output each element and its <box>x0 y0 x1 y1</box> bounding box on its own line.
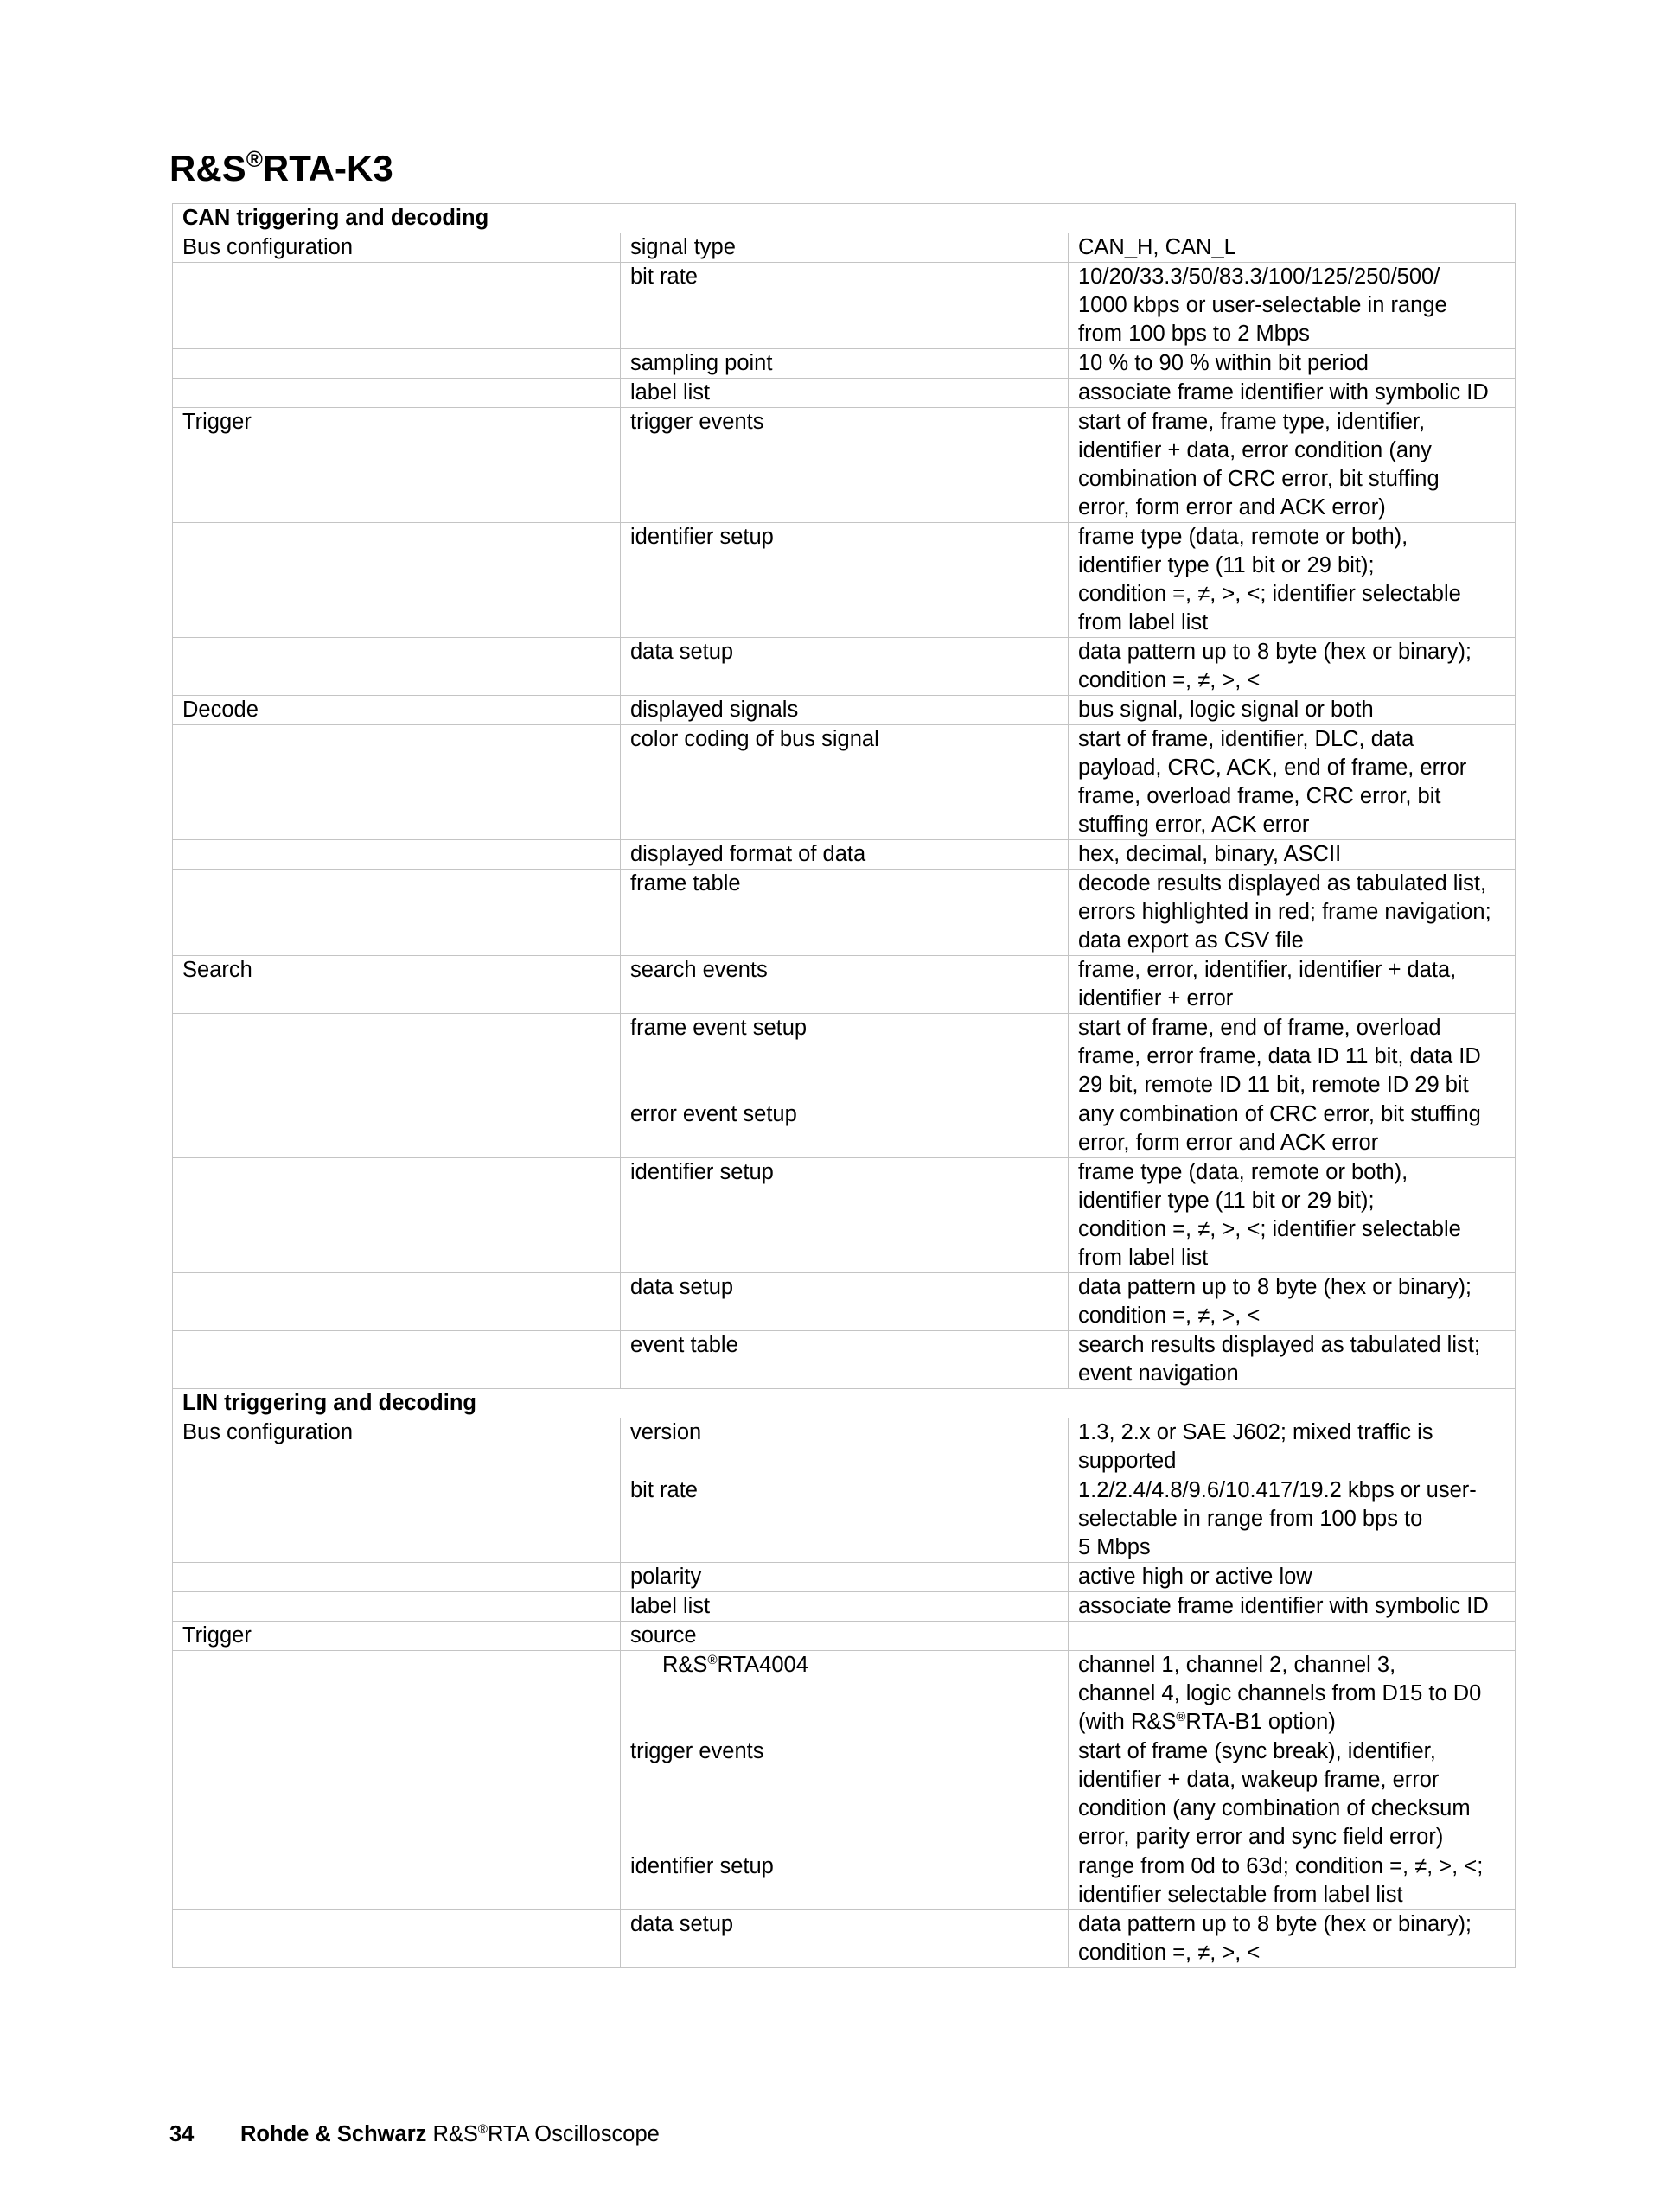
group-label: Bus configuration <box>173 233 621 263</box>
group-label <box>173 725 621 840</box>
group-label: Bus configuration <box>173 1418 621 1476</box>
spec-row <box>173 696 1516 725</box>
section-heading: LIN triggering and decoding <box>173 1389 1516 1418</box>
spec-row <box>173 725 1516 840</box>
param-name: label list <box>621 379 1069 408</box>
spec-row <box>173 1737 1516 1852</box>
param-value: CAN_H, CAN_L <box>1069 233 1516 263</box>
spec-row <box>173 1592 1516 1622</box>
group-label <box>173 638 621 696</box>
param-value: hex, decimal, binary, ASCII <box>1069 840 1516 870</box>
param-name: frame table <box>621 870 1069 956</box>
spec-row <box>173 840 1516 870</box>
param-name: bit rate <box>621 263 1069 349</box>
param-value: start of frame (sync break), identifier, identifier + data, wakeup frame, error condition (any combination of checksum error, parity error and sync field error) <box>1069 1737 1516 1852</box>
param-value: start of frame, frame type, identifier, identifier + data, error condition (any combination of CRC error, bit stuffing error, form error and ACK error) <box>1069 408 1516 523</box>
param-name: trigger events <box>621 1737 1069 1852</box>
param-name: data setup <box>621 1273 1069 1331</box>
param-value: 10 % to 90 % within bit period <box>1069 349 1516 379</box>
param-value: search results displayed as tabulated list; event navigation <box>1069 1331 1516 1389</box>
group-label: Trigger <box>173 1622 621 1651</box>
title-product: RTA-K3 <box>262 148 393 188</box>
param-value: channel 1, channel 2, channel 3, channel 4, logic channels from D15 to D0 (with R&S®RTA-B1 option) <box>1069 1651 1516 1737</box>
param-name: R&S®RTA4004 <box>621 1651 1069 1737</box>
title-registered-mark: ® <box>246 146 263 172</box>
param-value: bus signal, logic signal or both <box>1069 696 1516 725</box>
param-name: displayed signals <box>621 696 1069 725</box>
param-value: active high or active low <box>1069 1563 1516 1592</box>
spec-row <box>173 1418 1516 1476</box>
spec-row <box>173 233 1516 263</box>
param-value: associate frame identifier with symbolic ID <box>1069 379 1516 408</box>
page-number: 34 <box>169 2122 195 2146</box>
param-value: any combination of CRC error, bit stuffing error, form error and ACK error <box>1069 1100 1516 1158</box>
param-value <box>1069 1622 1516 1651</box>
title-brand: R&S <box>169 148 246 188</box>
spec-row <box>173 638 1516 696</box>
section-heading-row <box>173 1389 1516 1418</box>
param-value: 10/20/33.3/50/83.3/100/125/250/500/ 1000 kbps or user-selectable in range from 100 bps to 2 Mbps <box>1069 263 1516 349</box>
spec-table <box>172 203 1516 1968</box>
group-label <box>173 349 621 379</box>
param-value: start of frame, identifier, DLC, data payload, CRC, ACK, end of frame, error frame, overload frame, CRC error, bit stuffing error, ACK error <box>1069 725 1516 840</box>
group-label <box>173 523 621 638</box>
footer-product: R&S®RTA Oscilloscope <box>426 2122 660 2146</box>
spec-table-body <box>173 204 1516 1968</box>
group-label <box>173 1100 621 1158</box>
group-label: Trigger <box>173 408 621 523</box>
group-label <box>173 263 621 349</box>
param-name: sampling point <box>621 349 1069 379</box>
param-name: displayed format of data <box>621 840 1069 870</box>
param-name: signal type <box>621 233 1069 263</box>
param-name: data setup <box>621 638 1069 696</box>
spec-row <box>173 1622 1516 1651</box>
group-label: Decode <box>173 696 621 725</box>
group-label <box>173 1331 621 1389</box>
param-name: event table <box>621 1331 1069 1389</box>
param-value: 1.2/2.4/4.8/9.6/10.417/19.2 kbps or user- selectable in range from 100 bps to 5 Mbps <box>1069 1476 1516 1563</box>
param-value: data pattern up to 8 byte (hex or binary); condition =, ≠, >, < <box>1069 1273 1516 1331</box>
group-label <box>173 1158 621 1273</box>
param-value: start of frame, end of frame, overload frame, error frame, data ID 11 bit, data ID 29 bit, remote ID 11 bit, remote ID 29 bit <box>1069 1014 1516 1100</box>
spec-row <box>173 1158 1516 1273</box>
spec-row <box>173 1100 1516 1158</box>
param-name: identifier setup <box>621 1158 1069 1273</box>
param-name: color coding of bus signal <box>621 725 1069 840</box>
param-value: frame type (data, remote or both), identifier type (11 bit or 29 bit); condition =, ≠, >, <; identifier selectable from label list <box>1069 523 1516 638</box>
spec-row <box>173 1910 1516 1968</box>
group-label <box>173 1737 621 1852</box>
spec-row <box>173 1331 1516 1389</box>
group-label <box>173 1910 621 1968</box>
param-name: label list <box>621 1592 1069 1622</box>
group-label <box>173 1592 621 1622</box>
param-name: frame event setup <box>621 1014 1069 1100</box>
group-label <box>173 1563 621 1592</box>
param-name: polarity <box>621 1563 1069 1592</box>
spec-row <box>173 1014 1516 1100</box>
param-value: 1.3, 2.x or SAE J602; mixed traffic is supported <box>1069 1418 1516 1476</box>
spec-row <box>173 956 1516 1014</box>
spec-row <box>173 379 1516 408</box>
page-title <box>169 146 393 188</box>
spec-row <box>173 408 1516 523</box>
spec-row <box>173 1476 1516 1563</box>
param-name: identifier setup <box>621 523 1069 638</box>
param-name: source <box>621 1622 1069 1651</box>
group-label <box>173 379 621 408</box>
group-label: Search <box>173 956 621 1014</box>
spec-row <box>173 870 1516 956</box>
spec-row <box>173 1273 1516 1331</box>
param-value: associate frame identifier with symbolic ID <box>1069 1592 1516 1622</box>
group-label <box>173 1014 621 1100</box>
spec-row <box>173 1563 1516 1592</box>
param-value: range from 0d to 63d; condition =, ≠, >, <; identifier selectable from label list <box>1069 1852 1516 1910</box>
spec-row <box>173 263 1516 349</box>
param-value: frame, error, identifier, identifier + data, identifier + error <box>1069 956 1516 1014</box>
param-name: data setup <box>621 1910 1069 1968</box>
param-name: error event setup <box>621 1100 1069 1158</box>
param-name: trigger events <box>621 408 1069 523</box>
param-name: version <box>621 1418 1069 1476</box>
param-value: decode results displayed as tabulated list, errors highlighted in red; frame navigation; data export as CSV file <box>1069 870 1516 956</box>
param-name: bit rate <box>621 1476 1069 1563</box>
group-label <box>173 870 621 956</box>
param-value: data pattern up to 8 byte (hex or binary); condition =, ≠, >, < <box>1069 1910 1516 1968</box>
group-label <box>173 1651 621 1737</box>
section-heading: CAN triggering and decoding <box>173 204 1516 233</box>
group-label <box>173 1273 621 1331</box>
group-label <box>173 840 621 870</box>
param-value: frame type (data, remote or both), identifier type (11 bit or 29 bit); condition =, ≠, >, <; identifier selectable from label list <box>1069 1158 1516 1273</box>
group-label <box>173 1852 621 1910</box>
param-value: data pattern up to 8 byte (hex or binary); condition =, ≠, >, < <box>1069 638 1516 696</box>
spec-row <box>173 1852 1516 1910</box>
page-footer <box>169 2120 660 2149</box>
param-name: identifier setup <box>621 1852 1069 1910</box>
spec-row <box>173 523 1516 638</box>
param-name: search events <box>621 956 1069 1014</box>
section-heading-row <box>173 204 1516 233</box>
group-label <box>173 1476 621 1563</box>
spec-row <box>173 349 1516 379</box>
footer-brand: Rohde & Schwarz <box>240 2122 427 2146</box>
spec-row <box>173 1651 1516 1737</box>
